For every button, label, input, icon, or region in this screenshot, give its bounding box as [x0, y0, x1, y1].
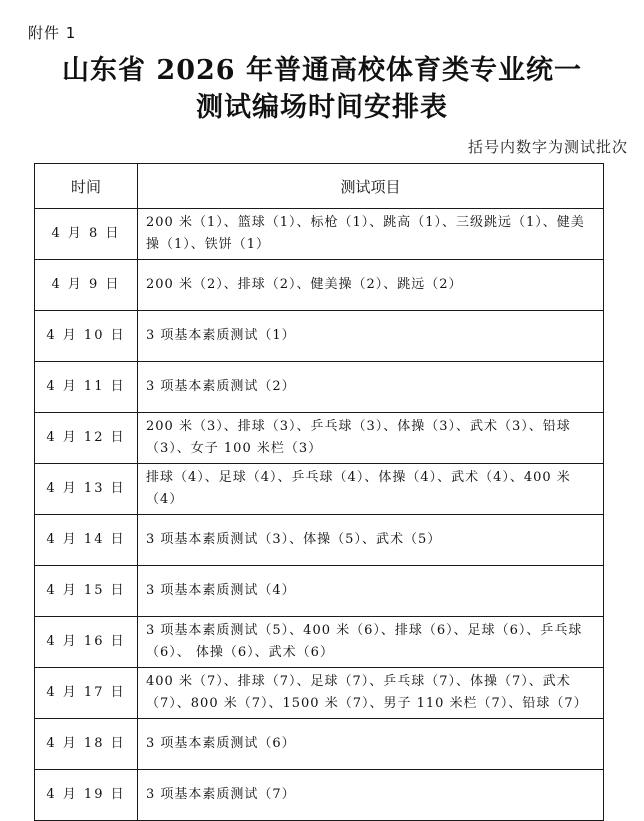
row-test-items: 排球（4）、足球（4）、乒乓球（4）、体操（4）、武术（4）、400 米（4）	[138, 464, 604, 515]
table-row	[35, 209, 604, 260]
table-row	[35, 617, 604, 668]
table-row	[35, 668, 604, 719]
attachment-label: 附件 1	[28, 24, 77, 42]
row-test-items: 3 项基本素质测试（7）	[138, 770, 604, 821]
table-row	[35, 413, 604, 464]
row-test-items: 3 项基本素质测试（6）	[138, 719, 604, 770]
table-row	[35, 515, 604, 566]
row-test-items: 3 项基本素质测试（1）	[138, 311, 604, 362]
row-test-items: 200 米（2）、排球（2）、健美操（2）、跳远（2）	[138, 260, 604, 311]
schedule-table	[34, 163, 604, 821]
document-title-line-1: 山东省 2026 年普通高校体育类专业统一	[62, 55, 582, 86]
row-date: 4 月 16 日	[35, 617, 138, 668]
table-row	[35, 260, 604, 311]
row-date: 4 月 14 日	[35, 515, 138, 566]
row-test-items: 200 米（1）、篮球（1）、标枪（1）、跳高（1）、三级跳远（1）、健美操（1）、铁饼（1）	[138, 209, 604, 260]
table-row	[35, 464, 604, 515]
row-date: 4 月 17 日	[35, 668, 138, 719]
row-date: 4 月 19 日	[35, 770, 138, 821]
row-test-items: 400 米（7）、排球（7）、足球（7）、乒乓球（7）、体操（7）、武术（7）、800 米（7）、1500 米（7）、男子 110 米栏（7）、铅球（7）	[138, 668, 604, 719]
table-row	[35, 719, 604, 770]
table-row	[35, 566, 604, 617]
row-date: 4 月 10 日	[35, 311, 138, 362]
row-test-items: 3 项基本素质测试（4）	[138, 566, 604, 617]
row-date: 4 月 8 日	[35, 209, 138, 260]
row-test-items: 3 项基本素质测试（5）、400 米（6）、排球（6）、足球（6）、乒乓球（6）、 体操（6）、武术（6）	[138, 617, 604, 668]
row-test-items: 200 米（3）、排球（3）、乒乓球（3）、体操（3）、武术（3）、铅球（3）、女子 100 米栏（3）	[138, 413, 604, 464]
row-date: 4 月 15 日	[35, 566, 138, 617]
column-header-test-items: 测试项目	[138, 164, 604, 209]
table-row	[35, 311, 604, 362]
row-date: 4 月 18 日	[35, 719, 138, 770]
column-header-time: 时间	[35, 164, 138, 209]
row-test-items: 3 项基本素质测试（3）、体操（5）、武术（5）	[138, 515, 604, 566]
batch-number-note: 括号内数字为测试批次	[467, 138, 628, 156]
table-row	[35, 362, 604, 413]
row-date: 4 月 12 日	[35, 413, 138, 464]
table-row	[35, 770, 604, 821]
row-date: 4 月 11 日	[35, 362, 138, 413]
row-date: 4 月 9 日	[35, 260, 138, 311]
table-header-row	[35, 164, 604, 209]
document-title-line-2: 测试编场时间安排表	[196, 92, 448, 123]
row-test-items: 3 项基本素质测试（2）	[138, 362, 604, 413]
row-date: 4 月 13 日	[35, 464, 138, 515]
